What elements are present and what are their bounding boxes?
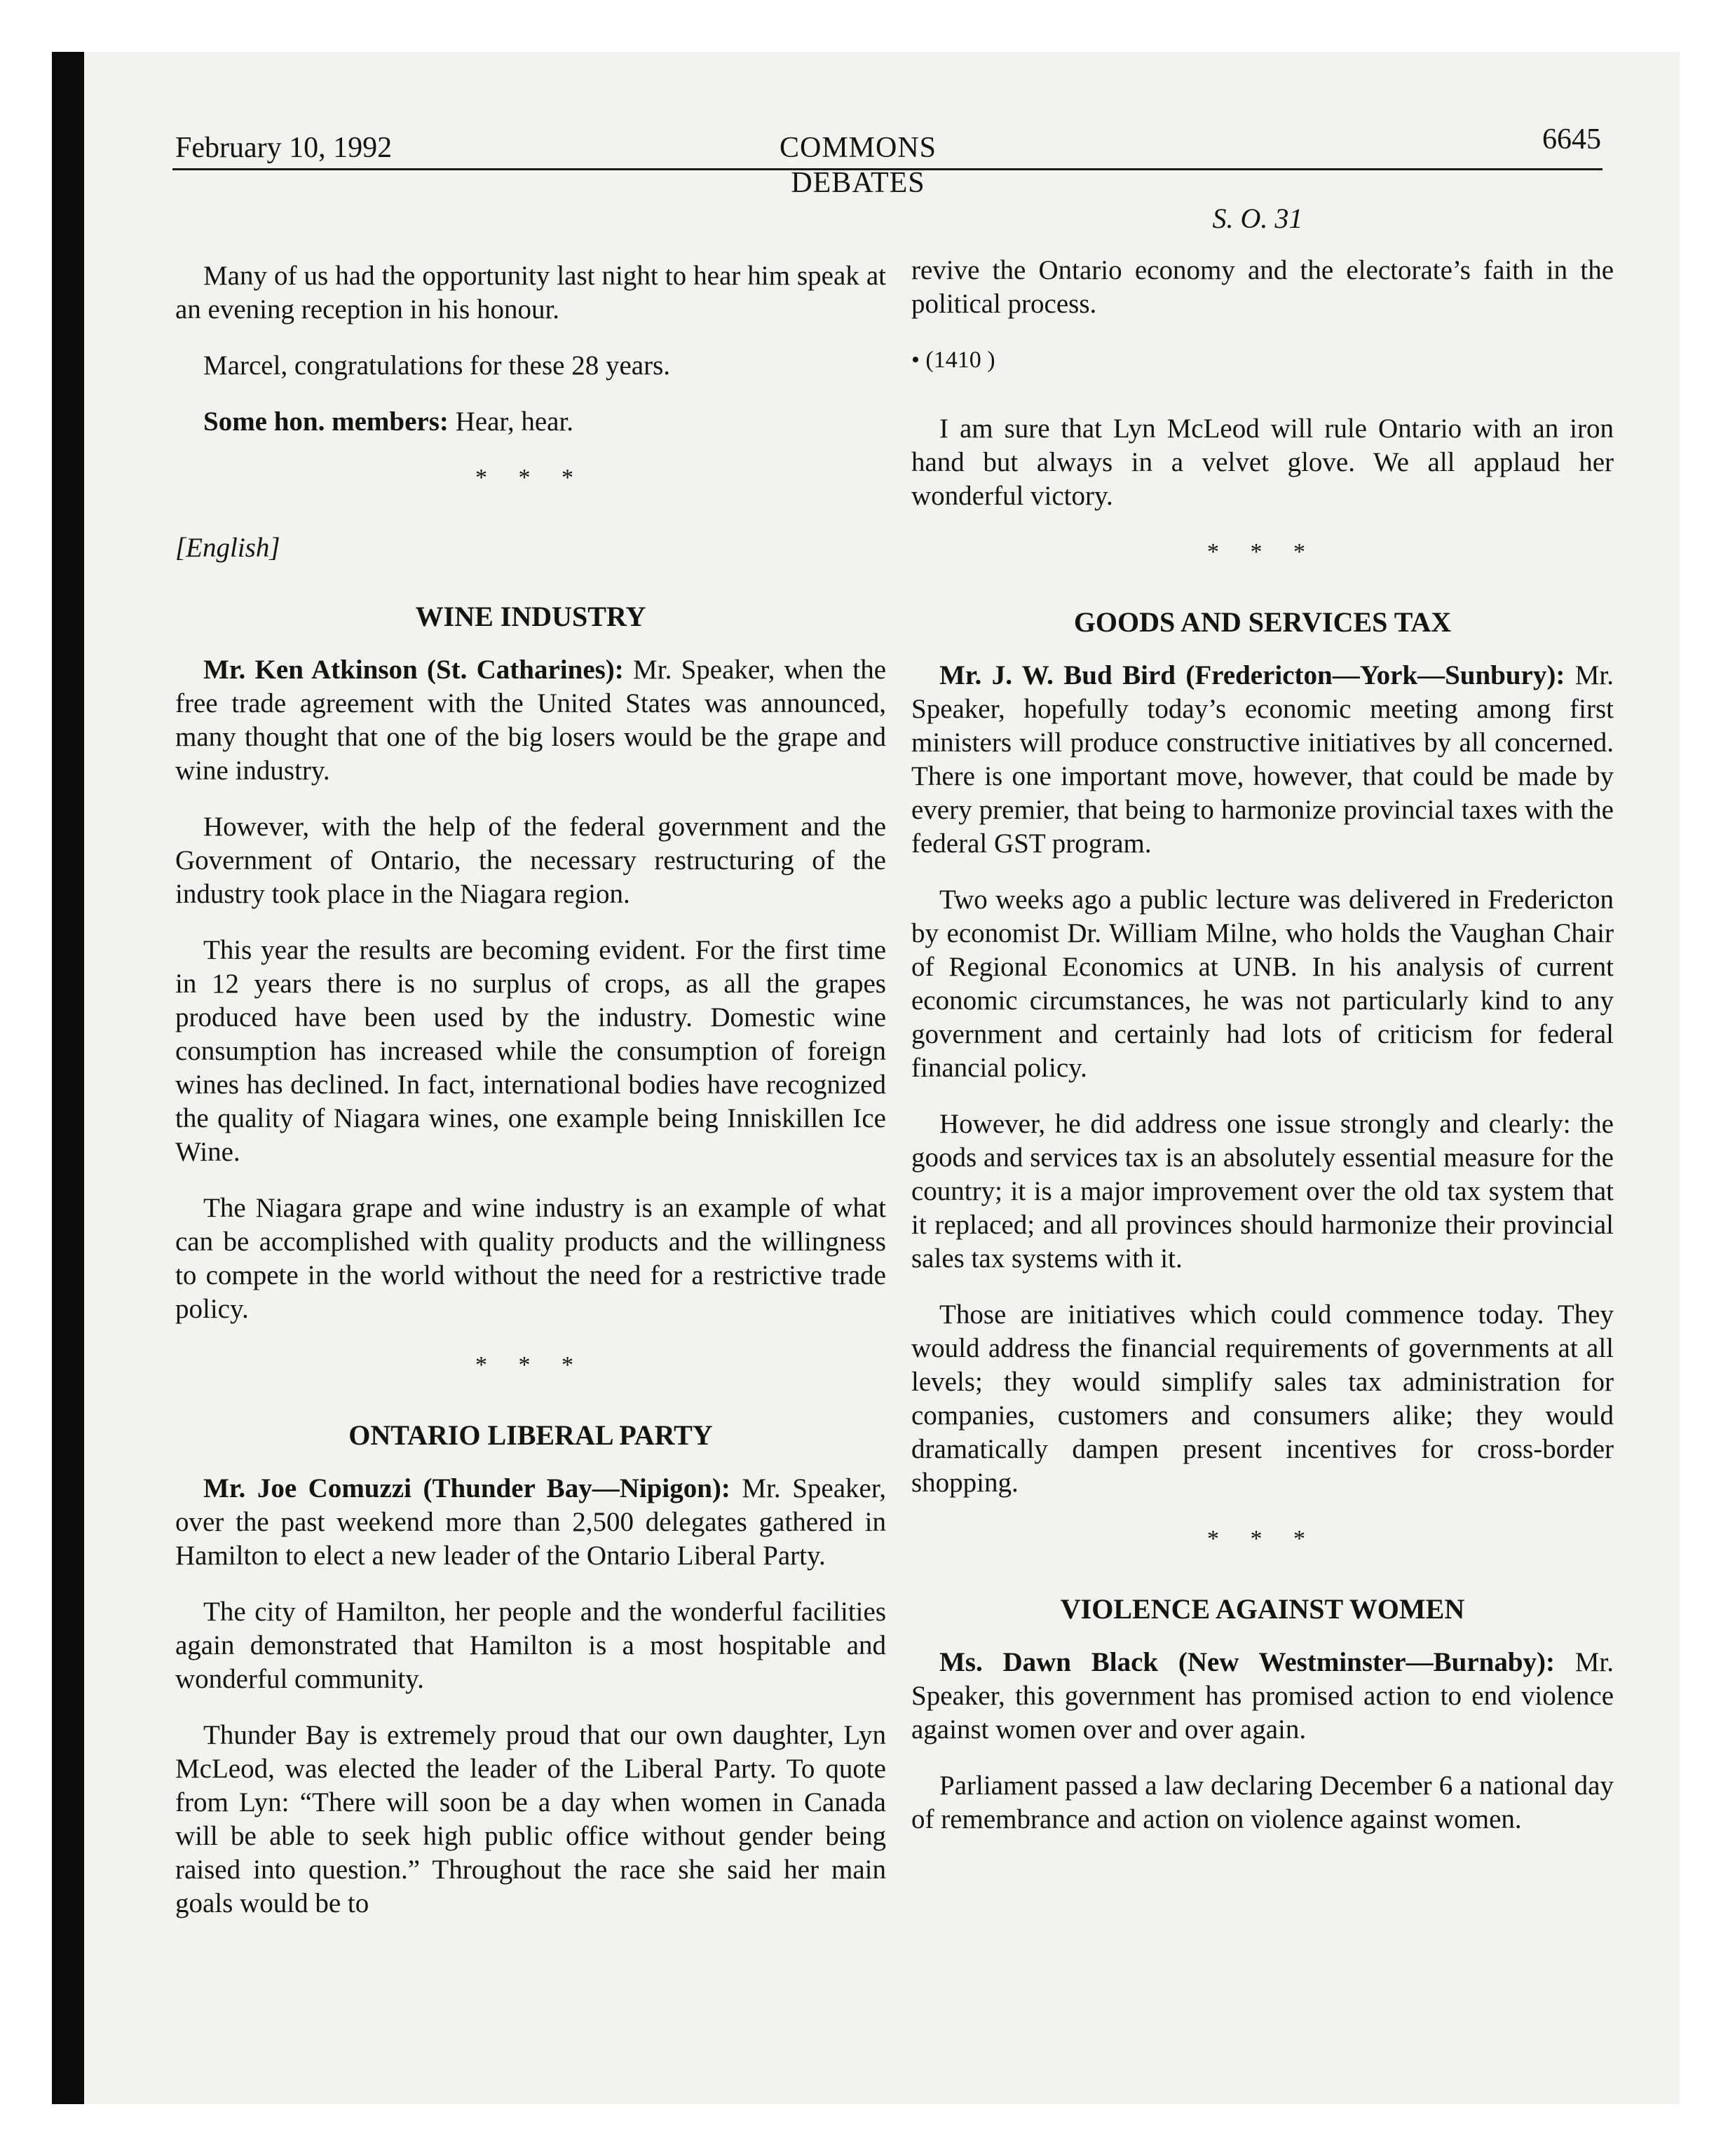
paragraph: Marcel, congratulations for these 28 years. — [203, 350, 671, 381]
paragraph: However, with the help of the federal government and the Government of Ontario, the necessary restructuring of the industry took place in the Niagara region. — [175, 812, 886, 909]
speech-text: Mr. Speaker, over the past weekend more than 2,500 delegates gathered in Hamilton to elect a new leader of the Ontario Liberal Party. — [175, 1473, 887, 1571]
paragraph: Thunder Bay is extremely proud that our own daughter, Lyn McLeod, was elected the leader of the Liberal Party. To quote from Lyn: “There will soon be a day when women in Canada will be able to seek high public office without gender being raised into question.” Throughout the race she said her main goals would be to — [175, 1720, 886, 1918]
header-title: COMMONS DEBATES — [779, 132, 937, 199]
scanned-page — [52, 52, 1680, 2104]
section-separator: * * * — [1207, 1526, 1318, 1552]
binding-edge — [52, 52, 84, 2104]
paragraph: Those are initiatives which could commence today. They would address the financial requirements of governments at all levels; they would simplify sales tax administration for companies, customers and consumers alike; they would dramatically dampen present incentives for cross-border shopping. — [911, 1299, 1614, 1498]
speaker-name: Mr. J. W. Bud Bird (Fredericton—York—Sunbury): — [939, 660, 1565, 690]
speaker-name: Ms. Dawn Black (New Westminster—Burnaby): — [939, 1647, 1555, 1677]
paragraph — [175, 405, 886, 439]
speech-text: Mr. Speaker, hopefully today’s economic meeting among first ministers will produce constructive initiatives by all concerned. There is one important move, however, that could be made by every premier, that being to harmonize provincial taxes with the federal GST program. — [911, 660, 1614, 859]
speech-text: Mr. Speaker, when the free trade agreement with the United States was announced, many thought that one of the big losers would be the grape and wine industry. — [175, 655, 886, 786]
section-heading: ONTARIO LIBERAL PARTY — [348, 1419, 713, 1451]
paragraph: However, he did address one issue strongly and clearly: the goods and services tax is an absolutely essential measure for the country; it is a major improvement over the old tax system that it replaced; and all provinces should harmonize their provincial sales tax systems with it. — [911, 1109, 1614, 1274]
speaker-name: Mr. Joe Comuzzi (Thunder Bay—Nipigon): — [203, 1473, 730, 1503]
section-heading: WINE INDUSTRY — [415, 601, 646, 632]
paragraph: The Niagara grape and wine industry is an example of what can be accomplished with quality products and the willingness to compete in the world without the need for a restrictive trade policy. — [175, 1193, 886, 1324]
page-number: 6645 — [1542, 123, 1601, 156]
paragraph: revive the Ontario economy and the electorate’s faith in the political process. — [911, 255, 1614, 319]
paragraph: I am sure that Lyn McLeod will rule Ontario with an iron hand but always in a velvet glove. We all applaud her wonderful victory. — [911, 414, 1614, 511]
speech-text: Mr. Speaker, this government has promised action to end violence against women over and over again. — [911, 1647, 1614, 1745]
section-label: S. O. 31 — [1212, 203, 1303, 234]
paragraph: The city of Hamilton, her people and the wonderful facilities again demonstrated that Hamilton is a most hospitable and wonderful community. — [175, 1597, 886, 1694]
time-marker: • (1410 ) — [911, 347, 995, 373]
paragraph — [175, 653, 886, 788]
paragraph — [175, 1472, 886, 1573]
section-heading: GOODS AND SERVICES TAX — [1073, 606, 1452, 638]
left-column — [175, 259, 886, 1943]
language-tag: [English] — [175, 533, 280, 563]
paragraph: This year the results are becoming evident. For the first time in 12 years there is no surplus of crops, as all the grapes produced have been used by the industry. Domestic wine consumption has increased while the consumption of foreign wines has declined. In fact, international bodies have recognized the quality of Niagara wines, one example being Inniskillen Ice Wine. — [175, 935, 886, 1167]
paragraph: Parliament passed a law declaring December 6 a national day of remembrance and action on violence against women. — [911, 1770, 1614, 1834]
paragraph: Two weeks ago a public lecture was delivered in Fredericton by economist Dr. William Milne, who holds the Vaughan Chair of Regional Economics at UNB. In his analysis of current economic circumstances, he was not particularly kind to any government and certainly had lots of criticism for federal financial policy. — [911, 885, 1614, 1083]
header-rule — [172, 168, 1603, 170]
paragraph: Many of us had the opportunity last night to hear him speak at an evening reception in his honour. — [175, 261, 886, 325]
section-separator: * * * — [475, 1352, 586, 1378]
section-separator: * * * — [1207, 539, 1318, 565]
speaker-name: Some hon. members: — [203, 407, 449, 437]
paragraph — [911, 1646, 1614, 1747]
paragraph — [911, 659, 1614, 861]
header-date: February 10, 1992 — [175, 132, 393, 164]
section-separator: * * * — [475, 465, 586, 491]
speaker-name: Mr. Ken Atkinson (St. Catharines): — [203, 655, 624, 685]
speech-text: Hear, hear. — [448, 407, 574, 437]
section-heading: VIOLENCE AGAINST WOMEN — [1060, 1593, 1465, 1625]
right-column — [911, 254, 1614, 1859]
